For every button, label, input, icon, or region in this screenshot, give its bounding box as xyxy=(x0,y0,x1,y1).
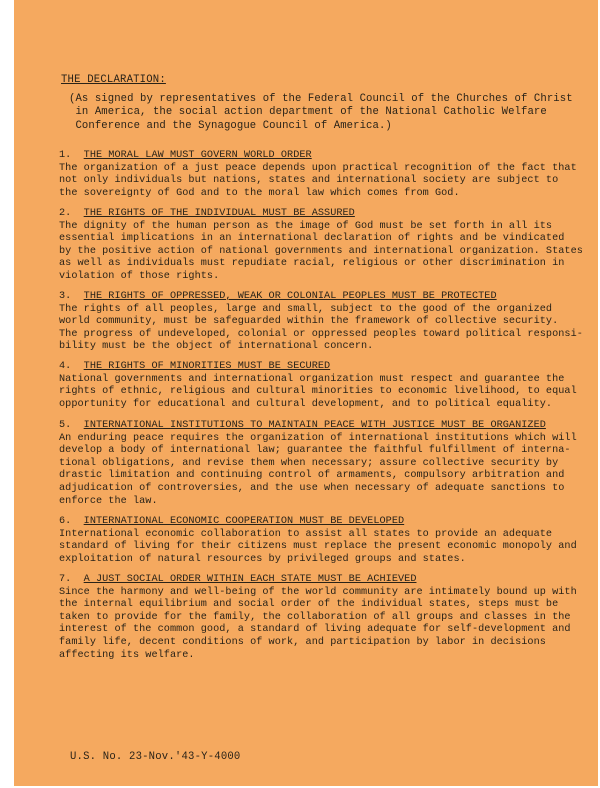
section-title xyxy=(59,208,589,221)
body-line: violation of those rights. xyxy=(59,270,220,282)
body-line: develop a body of international law; guarantee the faithful fulfillment of interna- xyxy=(59,445,571,457)
section-2 xyxy=(59,208,589,284)
section-number: 1. xyxy=(59,150,72,161)
section-number: 5. xyxy=(59,420,72,431)
section-3 xyxy=(59,291,589,354)
body-line: drastic limitation and continuing control of armaments, compulsory arbitration and xyxy=(59,470,565,482)
body-line: The dignity of the human person as the image of God must be set forth in all its xyxy=(59,220,553,232)
body-line: family life, decent conditions of work, and participation by labor in decisions xyxy=(59,636,546,648)
section-number: 2. xyxy=(59,208,72,219)
intro-line: in America, the social action department of the National Catholic Welfare xyxy=(69,106,547,119)
intro-line: (As signed by representatives of the Federal Council of the Churches of Christ xyxy=(69,93,573,105)
body-line: not only individuals but nations, states and international society are subject to xyxy=(59,175,559,187)
body-line: by the positive action of national governments and international organization. States xyxy=(59,245,583,257)
section-number: 6. xyxy=(59,516,72,527)
body-line: as well as individuals must repudiate racial, religious or other discrimination in xyxy=(59,258,565,270)
body-line: bility must be the object of international concern. xyxy=(59,341,374,353)
body-line: rights of ethnic, religious and cultural minorities to economic livelihood, to equal xyxy=(59,386,577,398)
section-title xyxy=(59,516,589,529)
body-line: interest of the common good, a standard of living adequate for self-development and xyxy=(59,624,571,636)
section-title xyxy=(59,361,589,374)
body-line: International economic collaboration to assist all states to provide an adequate xyxy=(59,528,553,540)
body-line: opportunity for educational and cultural development, and to political equality. xyxy=(59,398,553,410)
section-number: 4. xyxy=(59,361,72,372)
section-6 xyxy=(59,516,589,566)
body-line: the sovereignty of God and to the moral law which comes from God. xyxy=(59,187,460,199)
body-line: taken to provide for the family, the collaboration of all groups and classes in the xyxy=(59,611,571,623)
body-line: The rights of all peoples, large and small, subject to the good of the organized xyxy=(59,303,553,315)
section-5 xyxy=(59,420,589,508)
intro-line: Conference and the Synagogue Council of America.) xyxy=(69,119,392,132)
section-heading: INTERNATIONAL ECONOMIC COOPERATION MUST BE DEVELOPED xyxy=(83,516,405,527)
section-heading: THE RIGHTS OF OPPRESSED, WEAK OR COLONIAL PEOPLES MUST BE PROTECTED xyxy=(83,291,497,302)
body-line: enforce the law. xyxy=(59,495,158,507)
section-title xyxy=(59,291,589,304)
section-heading: A JUST SOCIAL ORDER WITHIN EACH STATE MUST BE ACHIEVED xyxy=(83,574,417,585)
body-line: affecting its welfare. xyxy=(59,649,195,661)
section-title xyxy=(59,420,589,433)
section-title xyxy=(59,150,589,163)
section-7 xyxy=(59,574,589,662)
section-heading: THE RIGHTS OF MINORITIES MUST BE SECURED xyxy=(83,361,331,372)
section-heading: INTERNATIONAL INSTITUTIONS TO MAINTAIN PEACE WITH JUSTICE MUST BE ORGANIZED xyxy=(83,420,546,431)
body-line: adjudication of controversies, and the use when necessary of adequate sanctions to xyxy=(59,482,565,494)
declaration-heading: THE DECLARATION: xyxy=(61,74,166,86)
body-line: Since the harmony and well-being of the world community are intimately bound up with xyxy=(59,586,577,598)
intro-paragraph xyxy=(69,93,573,133)
body-line: standard of living for their citizens must replace the present economic monopoly and xyxy=(59,541,577,553)
body-line: the internal equilibrium and social order of the individual states, steps must be xyxy=(59,599,559,611)
body-line: exploitation of natural resources by privileged groups and states. xyxy=(59,553,466,565)
section-4 xyxy=(59,361,589,411)
section-heading: THE RIGHTS OF THE INDIVIDUAL MUST BE ASSURED xyxy=(83,208,355,219)
section-title xyxy=(59,574,589,587)
body-line: world community, must be safeguarded within the framework of collective security. xyxy=(59,316,559,328)
section-1 xyxy=(59,150,589,200)
body-line: An enduring peace requires the organization of international institutions which will xyxy=(59,432,577,444)
body-line: essential implications in an international declaration of rights and be vindicated xyxy=(59,233,565,245)
document-page xyxy=(14,0,598,786)
print-code-footer: U.S. No. 23-Nov.'43-Y-4000 xyxy=(70,751,241,763)
body-line: tional obligations, and revise them when necessary; assure collective security by xyxy=(59,457,559,469)
section-number: 7. xyxy=(59,574,72,585)
body-line: The progress of undeveloped, colonial or oppressed peoples toward political responsi- xyxy=(59,328,583,340)
section-heading: THE MORAL LAW MUST GOVERN WORLD ORDER xyxy=(83,150,312,161)
section-number: 3. xyxy=(59,291,72,302)
body-line: The organization of a just peace depends upon practical recognition of the fact that xyxy=(59,162,577,174)
body-line: National governments and international organization must respect and guarantee the xyxy=(59,373,565,385)
